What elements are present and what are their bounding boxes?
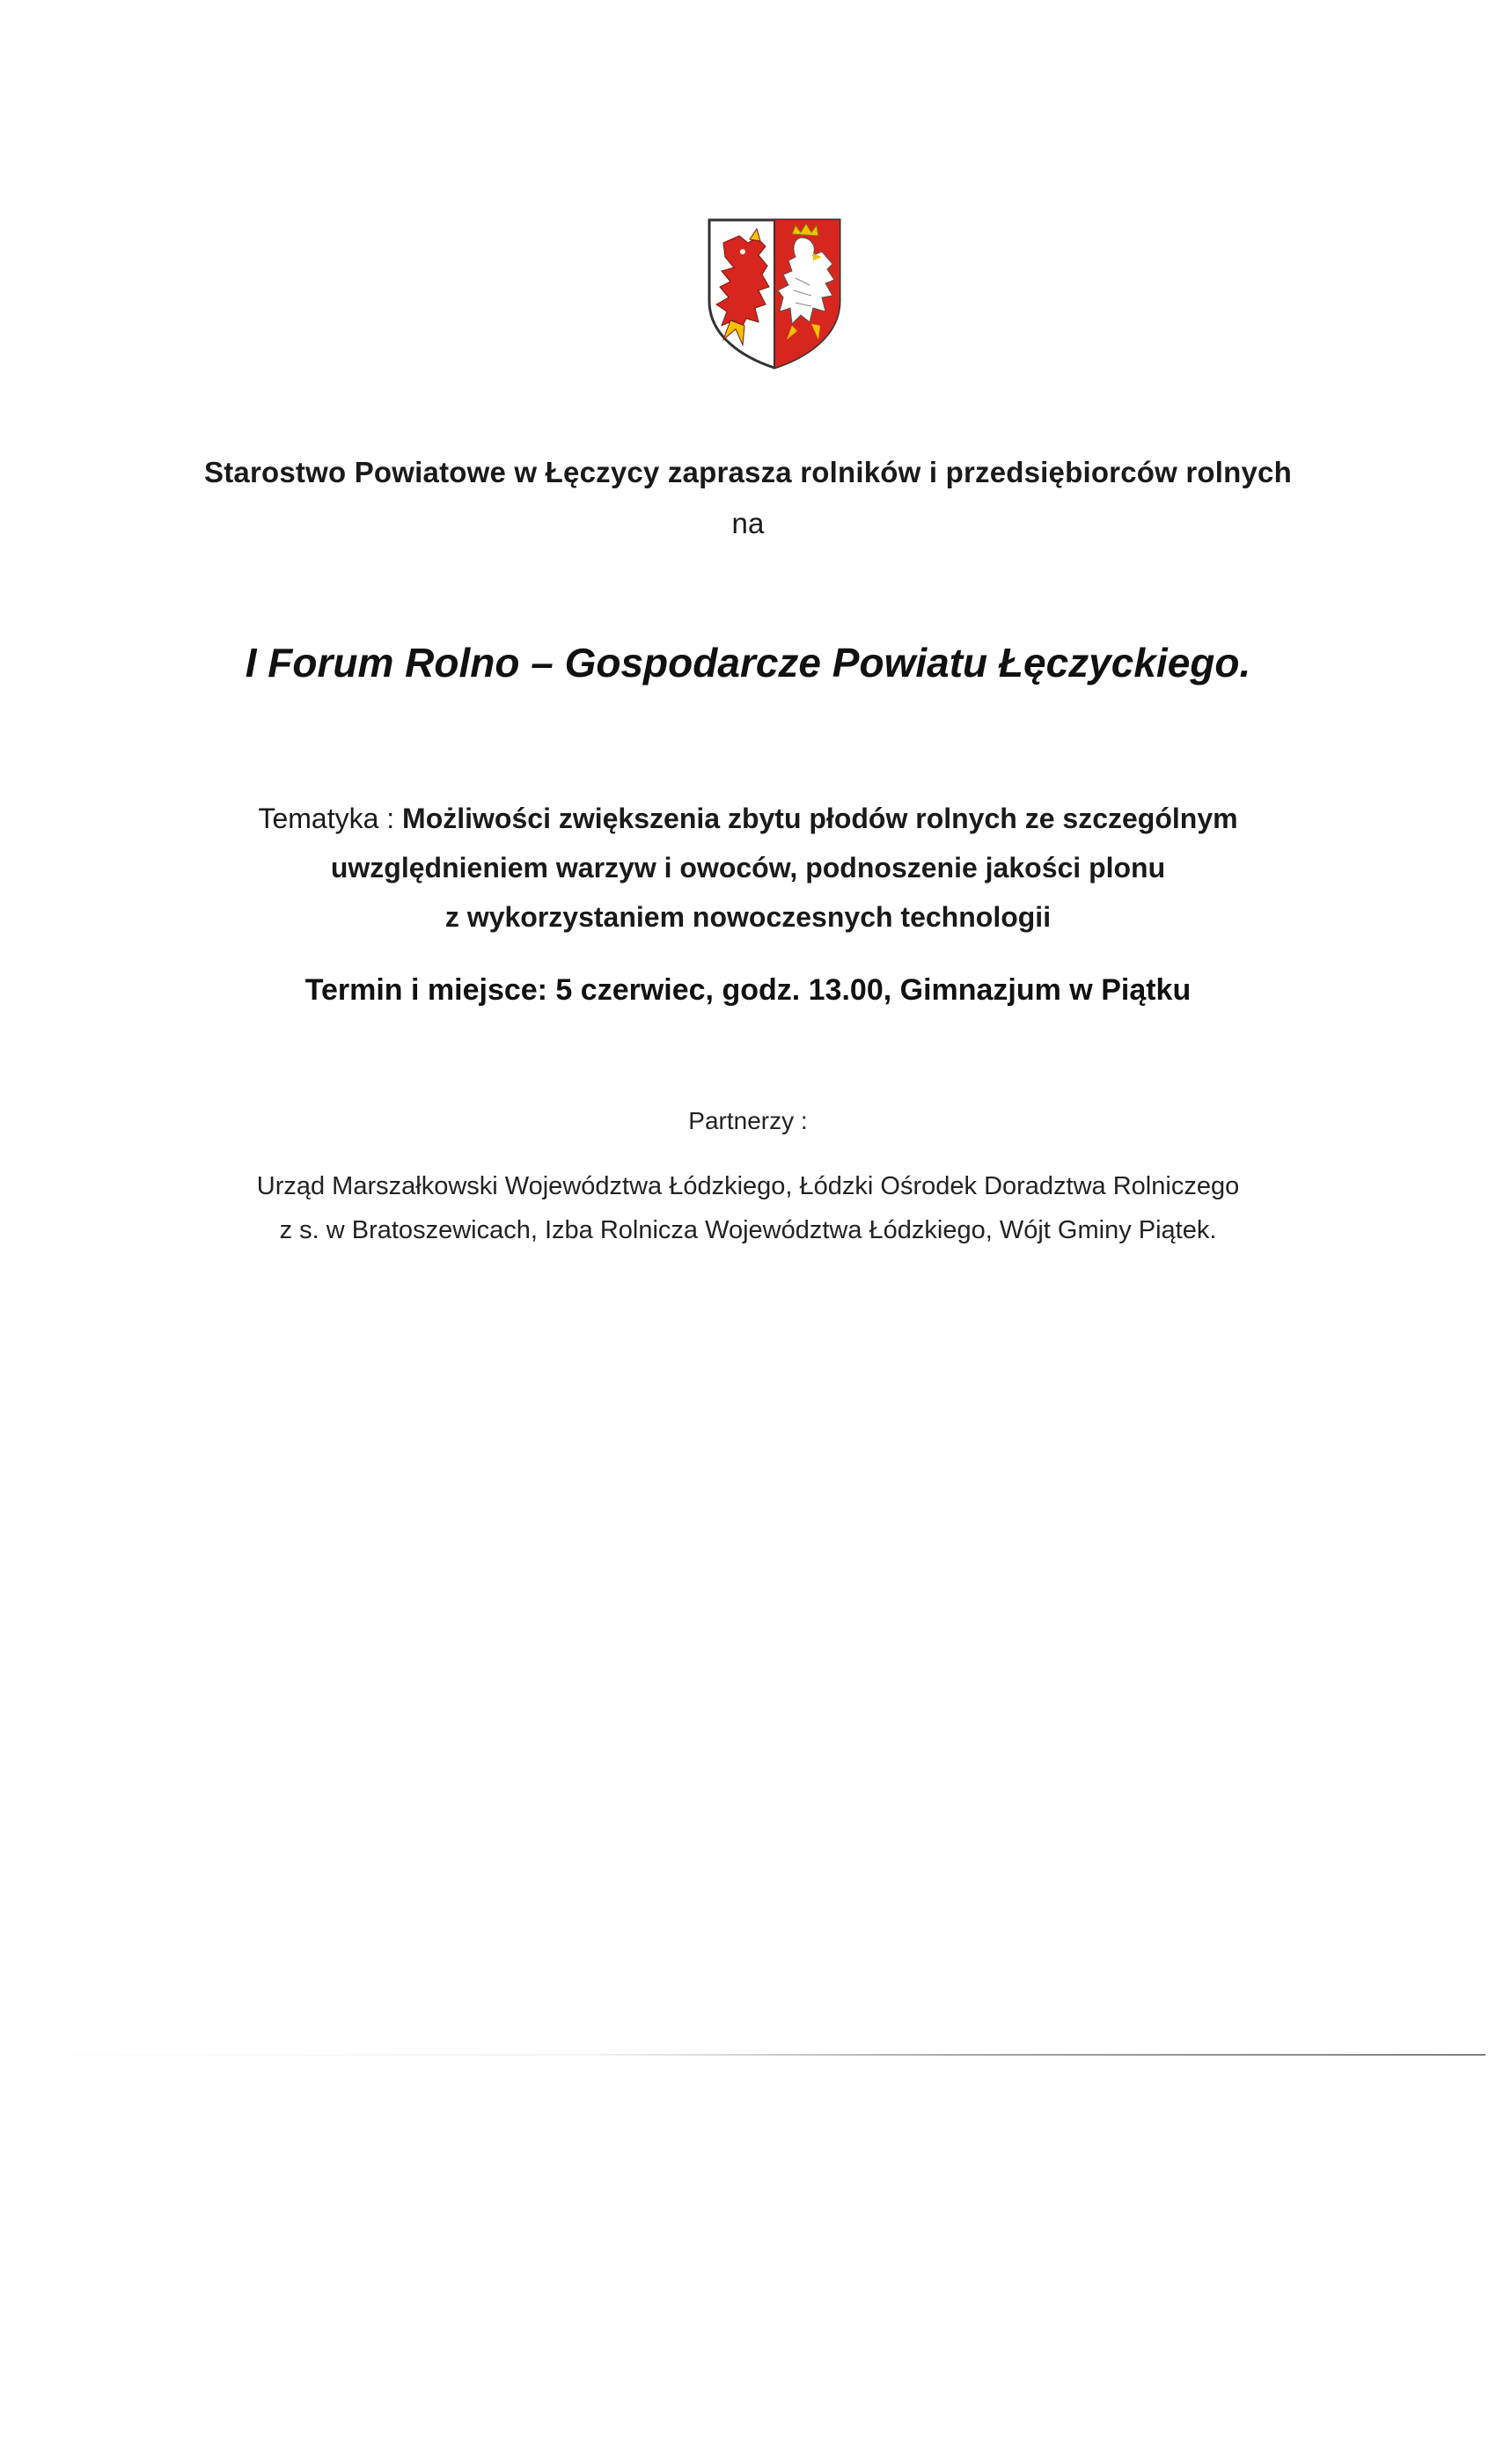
theme-line-1: [0, 803, 1496, 835]
partners-line-1: Urząd Marszałkowski Województwa Łódzkiego, Łódzki Ośrodek Doradztwa Rolniczego: [256, 1172, 1240, 1200]
partners-label: Partnerzy :: [688, 1107, 808, 1134]
theme-label: Tematyka :: [258, 803, 403, 834]
theme-line-3: z wykorzystaniem nowoczesnych technologii: [444, 901, 1052, 933]
partners-line-2: z s. w Bratoszewicach, Izba Rolnicza Województwa Łódzkiego, Wójt Gminy Piątek.: [279, 1216, 1217, 1244]
date-and-place: Termin i miejsce: 5 czerwiec, godz. 13.00, Gimnazjum w Piątku: [304, 973, 1192, 1007]
intro-line-1: Starostwo Powiatowe w Łęczycy zaprasza rolników i przedsiębiorców rolnych: [204, 456, 1292, 488]
forum-title: I Forum Rolno – Gospodarcze Powiatu Łęczyckiego.: [245, 640, 1251, 686]
theme-line-2: uwzględnieniem warzyw i owoców, podnoszenie jakości plonu: [330, 852, 1166, 884]
intro-line-2: na: [731, 507, 765, 539]
scan-edge-line: [0, 2054, 1485, 2056]
theme-text-1: Możliwości zwiększenia zbytu płodów rolnych ze szczególnym: [402, 803, 1238, 834]
coat-of-arms-icon: [704, 216, 845, 371]
